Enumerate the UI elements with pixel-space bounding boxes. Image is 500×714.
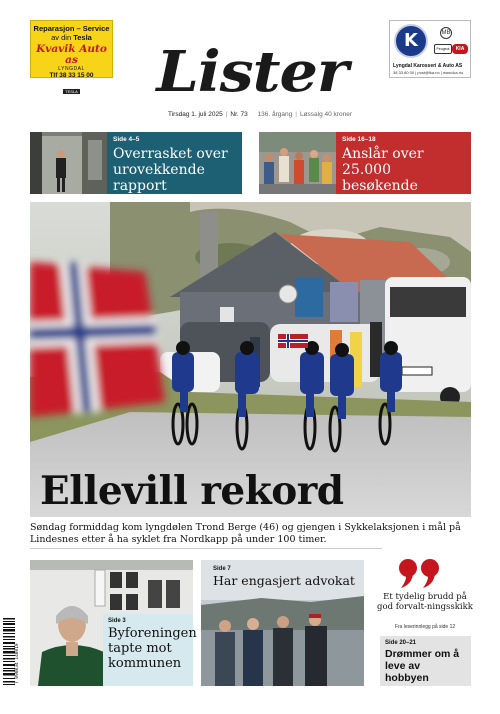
story-headline: Drømmer om å leve av hobbyen: [385, 648, 460, 684]
teaser-kicker: Side 4–5: [113, 136, 140, 143]
kia-logo-icon: KIA: [452, 44, 468, 54]
teaser-rapport[interactable]: [30, 132, 242, 194]
kvavik-auto-logo: Kvavik Auto as: [36, 43, 107, 66]
issue-number: Nr. 73: [230, 111, 248, 118]
quote-mark-icon: [397, 558, 443, 588]
teaser-headline: Overrasket over urovekkende rapport: [113, 146, 228, 194]
ad-phone: Tlf 38 33 15 00: [49, 72, 94, 79]
barcode: [2, 618, 20, 686]
masthead-title: Lister: [156, 39, 348, 105]
story-kicker: Side 20–21: [385, 640, 417, 646]
tesla-service-ad[interactable]: [30, 20, 113, 94]
story-headline: Har engasjert advokat: [213, 573, 355, 588]
karosseri-ad[interactable]: [389, 20, 471, 78]
ad-company-name: Lyngdal Karosseri & Auto AS: [393, 63, 463, 69]
barcode-number: 7 090034 140019: [15, 643, 20, 684]
dateline: Tirsdag 1. juli 2025 | Nr. 73 136. årgang | Løssalg 40 kroner: [168, 111, 352, 118]
quote-text: Et tydelig brudd på god forvalt-ningsskikk: [377, 592, 473, 612]
teaser-box-teal: [107, 132, 242, 194]
main-lead: Søndag formiddag kom lyngdølen Trond Berge (46) og gjengen i Sykkelaksjonen i mål på Lindesnes etter å ha syklet fra Nordkapp på under 100 timer.: [30, 522, 461, 545]
story-kicker: Side 3: [108, 618, 126, 624]
teaser-box-red: [336, 132, 471, 194]
mercedes-logo-icon: MB: [440, 27, 452, 39]
volume: 136. årgang: [257, 111, 293, 118]
karosseri-badge-icon: K: [394, 24, 428, 58]
story-box-hobbyen[interactable]: [380, 636, 471, 686]
story-box-byforeningen[interactable]: [103, 614, 197, 686]
teaser-kicker: Side 16–18: [342, 136, 376, 143]
teaser-photo-crowd: [259, 132, 336, 194]
ad-line-1: Reparasjon – Service: [33, 24, 110, 33]
ad-location: LYNGDAL: [58, 66, 85, 72]
divider: [30, 548, 382, 549]
story-kicker: Side 7: [213, 566, 231, 572]
story-headline: Byforeningen tapte mot kommunen: [108, 626, 197, 671]
ad-contact: 38 33 80 00 | post@lka.no | www.lka.no: [393, 70, 464, 75]
price: Løssalg 40 kroner: [299, 111, 352, 118]
main-headline[interactable]: Ellevill rekord: [40, 468, 344, 514]
teaser-photo-office: [30, 132, 107, 194]
ad-line-2: av din Tesla: [51, 33, 92, 42]
quote-source: Fra leserinnlegg på side 12: [394, 624, 456, 630]
story-text-advokat[interactable]: [213, 566, 355, 588]
peugeot-logo-icon: Peugeot: [434, 44, 452, 54]
tesla-badge: TESLA: [65, 89, 78, 94]
teaser-besokende[interactable]: [259, 132, 471, 194]
teaser-headline: Anslår over 25.000 besøkende: [342, 146, 424, 194]
issue-date: Tirsdag 1. juli 2025: [168, 111, 223, 118]
